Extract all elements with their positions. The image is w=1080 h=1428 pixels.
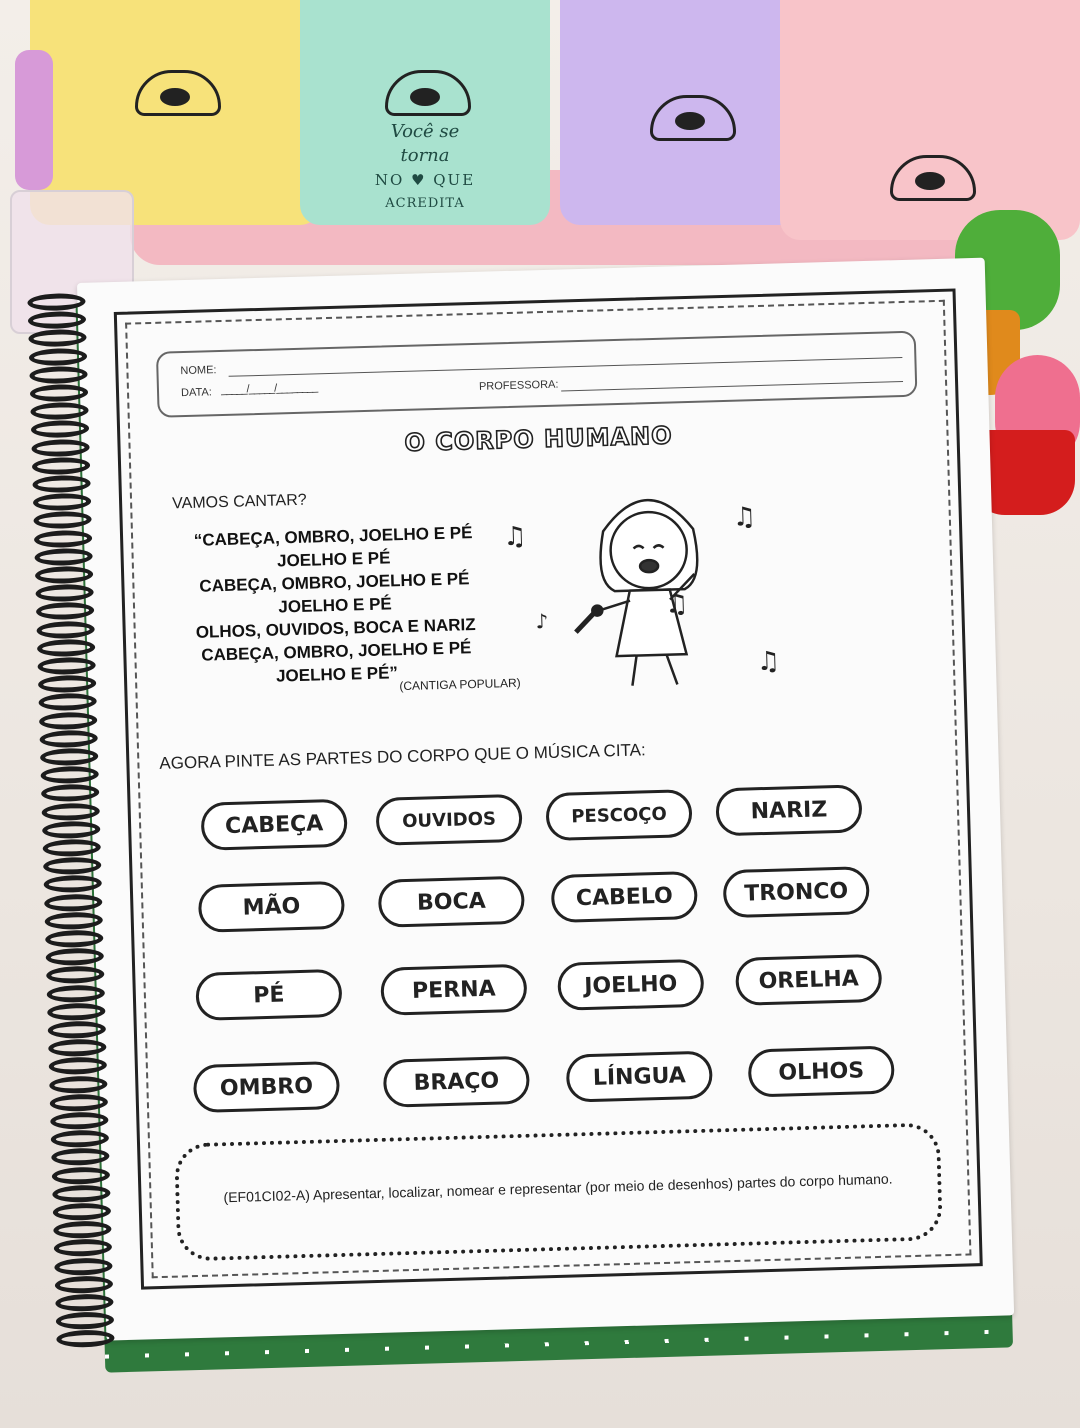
spiral-coil xyxy=(29,347,87,366)
bear-nose xyxy=(915,172,945,190)
lyrics-source: (CANTIGA POPULAR) xyxy=(399,675,521,694)
spiral-coil xyxy=(49,1075,107,1094)
spiral-coil xyxy=(50,1111,108,1130)
spiral-coil xyxy=(40,748,98,767)
body-part-pill[interactable]: NARIZ xyxy=(715,784,862,836)
body-part-pill[interactable]: CABELO xyxy=(551,871,698,923)
lyric-line: CABEÇA, OMBRO, JOELHO E PÉ xyxy=(199,569,470,596)
cup-motto-line: ACREDITA xyxy=(385,196,465,211)
name-line[interactable] xyxy=(229,357,903,377)
spiral-coil xyxy=(37,657,95,676)
music-note-icon: ♫ xyxy=(664,589,689,620)
spiral-coil xyxy=(34,547,92,566)
spiral-coil xyxy=(40,766,98,785)
body-part-pill[interactable]: MÃO xyxy=(198,881,345,933)
spiral-coil xyxy=(44,875,102,894)
spiral-coil xyxy=(43,857,101,876)
spiral-coil xyxy=(32,475,90,494)
body-part-pill[interactable]: JOELHO xyxy=(557,959,704,1011)
lyric-line: CABEÇA, OMBRO, JOELHO E PÉ xyxy=(201,638,472,665)
coloring-instruction: AGORA PINTE AS PARTES DO CORPO QUE O MÚSICA CITA: xyxy=(159,740,646,773)
body-part-pill[interactable]: OUVIDOS xyxy=(375,794,522,846)
spiral-coil xyxy=(53,1221,111,1240)
notebook xyxy=(65,257,1035,1373)
page-border xyxy=(114,288,983,1289)
spiral-coil xyxy=(45,930,103,949)
spiral-coil xyxy=(52,1166,110,1185)
body-part-pill[interactable]: PESCOÇO xyxy=(545,789,692,841)
date-line[interactable]: _____/_____/________ xyxy=(220,381,318,397)
body-part-pill[interactable]: CABEÇA xyxy=(201,799,348,851)
spiral-coil xyxy=(47,984,105,1003)
music-note-icon: ♪ xyxy=(535,608,549,634)
spiral-coil xyxy=(53,1202,111,1221)
spiral-coil xyxy=(27,293,85,312)
spiral-coil xyxy=(33,511,91,530)
intro-question: VAMOS CANTAR? xyxy=(171,491,307,513)
spiral-coil xyxy=(51,1130,109,1149)
spiral-coil xyxy=(42,820,100,839)
mint-bear-cup xyxy=(300,0,550,225)
spiral-coil xyxy=(44,893,102,912)
spiral-coil xyxy=(28,329,86,348)
worksheet-page xyxy=(77,258,1014,1341)
spiral-coil xyxy=(54,1257,112,1276)
teacher-label: PROFESSORA: xyxy=(478,378,559,393)
spiral-coil xyxy=(38,675,96,694)
spiral-coil xyxy=(32,457,90,476)
spiral-coil xyxy=(39,711,97,730)
spiral-coil xyxy=(35,584,93,603)
body-part-pill[interactable]: ORELHA xyxy=(735,954,882,1006)
bear-nose xyxy=(410,88,440,106)
body-part-pill[interactable]: OMBRO xyxy=(193,1061,340,1113)
body-part-pill[interactable]: TRONCO xyxy=(723,866,870,918)
name-label: NOME: xyxy=(180,364,217,378)
spiral-coil xyxy=(36,602,94,621)
bear-nose xyxy=(160,88,190,106)
page-title xyxy=(130,414,946,465)
body-part-pill[interactable]: BOCA xyxy=(378,876,525,928)
cup-motto-line: torna xyxy=(400,145,450,166)
music-note-icon: ♫ xyxy=(502,521,527,553)
body-part-pill[interactable]: PERNA xyxy=(380,964,527,1016)
cup-motto-line: NO ♥ QUE xyxy=(374,171,476,189)
spiral-coil xyxy=(55,1293,113,1312)
spiral-coil xyxy=(45,911,103,930)
spiral-coil xyxy=(47,1002,105,1021)
spiral-coil xyxy=(48,1020,106,1039)
spiral-coil xyxy=(30,402,88,421)
spiral-coil xyxy=(43,839,101,858)
bncc-skill-box xyxy=(174,1122,943,1261)
spiral-coil xyxy=(48,1039,106,1058)
polish-cap xyxy=(15,50,53,190)
pink-bear-cup xyxy=(780,0,1080,240)
spiral-coil xyxy=(35,566,93,585)
music-note-icon: ♫ xyxy=(732,502,757,533)
student-info-box xyxy=(156,331,918,418)
lyric-line: OLHOS, OUVIDOS, BOCA E NARIZ xyxy=(195,615,476,642)
spiral-coil xyxy=(52,1184,110,1203)
spiral-coil xyxy=(55,1275,113,1294)
song-lyrics xyxy=(163,520,507,690)
body-part-pill[interactable]: PÉ xyxy=(195,969,342,1021)
spiral-coil xyxy=(46,948,104,967)
spiral-coil xyxy=(38,693,96,712)
music-note-icon: ♫ xyxy=(756,646,781,678)
nail-polish-bottle xyxy=(5,50,135,290)
spiral-coil xyxy=(50,1093,108,1112)
body-parts-grid xyxy=(141,784,865,1101)
lyric-line: JOELHO E PÉ” xyxy=(275,663,399,686)
spiral-coil xyxy=(31,438,89,457)
spiral-coil xyxy=(29,366,87,385)
teacher-line[interactable] xyxy=(561,381,903,392)
spiral-coil xyxy=(37,638,95,657)
spiral-coil xyxy=(56,1330,114,1349)
cup-motto xyxy=(300,120,550,216)
spiral-coil xyxy=(56,1312,114,1331)
lyric-line: JOELHO E PÉ xyxy=(278,594,392,617)
spiral-coil xyxy=(49,1057,107,1076)
spiral-coil xyxy=(41,784,99,803)
cup-motto-line: Você se xyxy=(390,121,460,142)
spiral-coil xyxy=(36,620,94,639)
page-border-dashed xyxy=(125,300,971,1279)
spiral-coil xyxy=(33,493,91,512)
spiral-coil xyxy=(30,384,88,403)
body-part-pill[interactable]: LÍNGUA xyxy=(566,1051,713,1103)
lyric-line: “CABEÇA, OMBRO, JOELHO E PÉ xyxy=(193,523,473,550)
body-part-pill[interactable]: OLHOS xyxy=(748,1045,895,1097)
page-title-text: O CORPO HUMANO xyxy=(404,421,673,457)
spiral-coil xyxy=(51,1148,109,1167)
spiral-coil xyxy=(34,529,92,548)
spiral-coil xyxy=(39,729,97,748)
bear-nose xyxy=(675,112,705,130)
spiral-coil xyxy=(46,966,104,985)
spiral-coil xyxy=(28,311,86,330)
bncc-skill-text: (EF01CI02-A) Apresentar, localizar, nomear e representar (por meio de desenhos) partes do corpo humano. xyxy=(223,1170,893,1206)
lyric-line: JOELHO E PÉ xyxy=(276,548,391,571)
spiral-coil xyxy=(54,1239,112,1258)
date-label: DATA: xyxy=(180,386,212,400)
body-part-pill[interactable]: BRAÇO xyxy=(383,1056,530,1108)
spiral-coil xyxy=(41,802,99,821)
spiral-coil xyxy=(31,420,89,439)
